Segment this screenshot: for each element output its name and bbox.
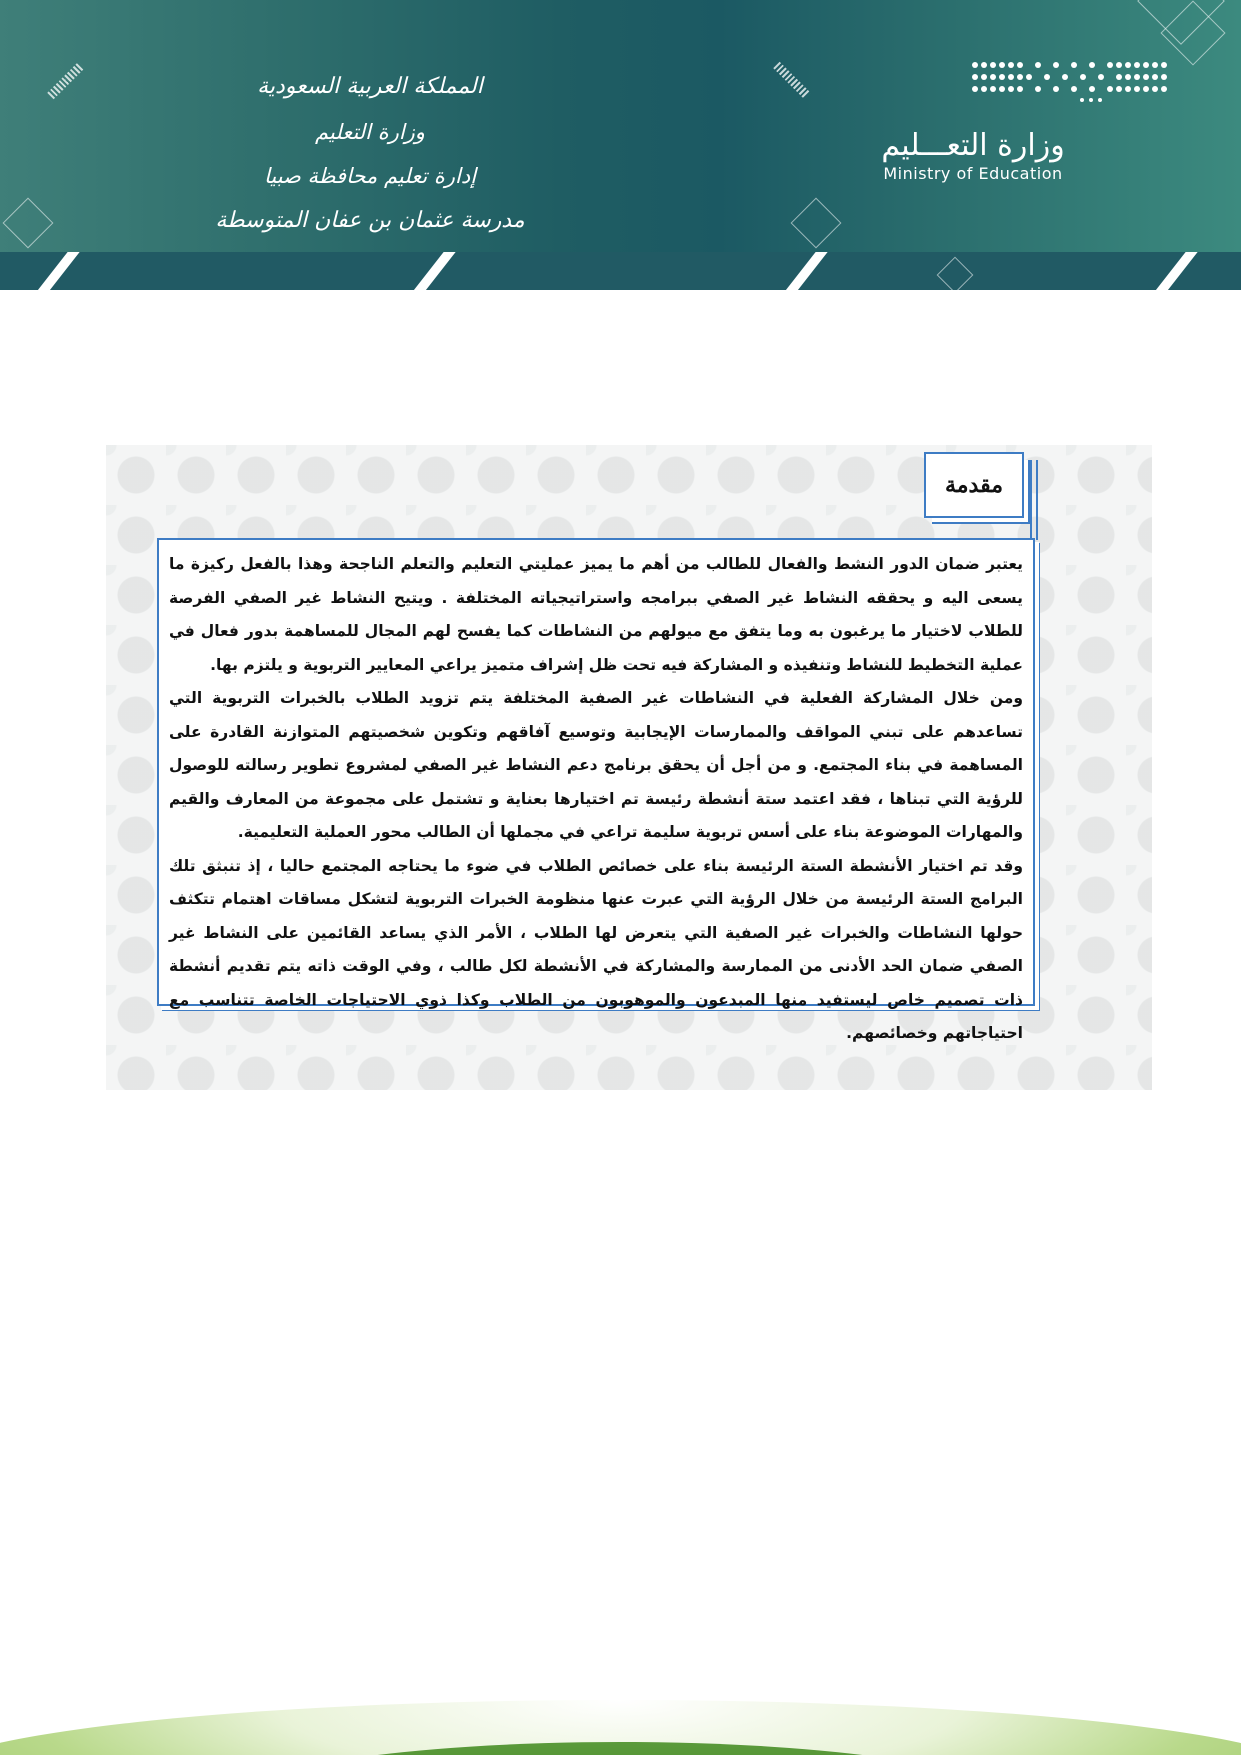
- logo-dot: [1053, 62, 1059, 68]
- logo-dot: [1107, 62, 1113, 68]
- logo-dot: [999, 86, 1005, 92]
- logo-dot: [981, 74, 987, 80]
- logo-dot: [1143, 62, 1149, 68]
- logo-dot: [1008, 86, 1014, 92]
- logo-dot: [1125, 74, 1131, 80]
- logo-dot: [999, 74, 1005, 80]
- logo-dot: [990, 86, 996, 92]
- logo-dot: [1098, 74, 1104, 80]
- logo-dot: [1161, 62, 1167, 68]
- logo-dot: [981, 86, 987, 92]
- title-connector: [1030, 460, 1038, 540]
- logo-dot: [1134, 62, 1140, 68]
- logo-dot: [1134, 74, 1140, 80]
- paragraph: ومن خلال المشاركة الفعلية في النشاطات غير الصفية المختلفة يتم تزويد الطلاب بالخبرات التربوية التي تساعدهم على تبني المواقف والممارسات الإيجابية وتوسيع آفاقهم وتكوين شخصيتهم المتوازنة القادرة على المساهمة في بناء المجتمع. و من أجل أن يحقق برنامج دعم النشاط غير الصفي لمشروع تطوير رسالته للوصول للرؤية التي تبناها ، فقد اعتمد ستة أنشطة رئيسة تم اختيارها بعناية و تشتمل على مجموعة من المعارف والقيم والمهارات الموضوعة بناء على أسس تربوية سليمة تراعي في مجملها أن الطالب محور العملية التعليمية.: [169, 689, 1023, 841]
- logo-dot: [1152, 62, 1158, 68]
- page-footer-wave: [0, 1700, 1241, 1755]
- logo-dot: [1044, 74, 1050, 80]
- section-title: مقدمة: [944, 472, 1004, 498]
- logo-dot: [1125, 62, 1131, 68]
- logo-dot: [1089, 62, 1095, 68]
- logo-dot: [1161, 86, 1167, 92]
- logo-dot: [1116, 74, 1122, 80]
- logo-dot: [1008, 62, 1014, 68]
- logo-dot: [1053, 86, 1059, 92]
- header-line-directorate: إدارة تعليم محافظة صبيا: [263, 164, 477, 188]
- page-header-banner: [0, 0, 1241, 290]
- logo-dot: [972, 74, 978, 80]
- logo-dot: [1107, 86, 1113, 92]
- logo-dot: [1071, 86, 1077, 92]
- logo-dot: [1143, 74, 1149, 80]
- logo-dot: [1089, 98, 1093, 102]
- logo-dot: [990, 62, 996, 68]
- logo-dot: [1161, 74, 1167, 80]
- logo-dot: [1143, 86, 1149, 92]
- logo-dot: [1035, 62, 1041, 68]
- logo-dot: [999, 62, 1005, 68]
- header-line-ministry: وزارة التعليم: [315, 120, 425, 144]
- paragraph: يعتبر ضمان الدور النشط والفعال للطالب من أهم ما يميز عمليتي التعليم والتعلم الناجحة وهذا بالفعل ركيزة ما يسعى اليه و يحققه النشاط غير الصفي ببرامجه واستراتيجياته المختلفة . ويتيح النشاط غير الصفي الفرصة للطلاب لاختيار ما يرغبون به وما يتفق مع ميولهم من النشاطات كما يفسح لهم المجال للمساهمة بدور فعال في عملية التخطيط للنشاط وتنفيذه و المشاركة فيه تحت ظل إشراف متميز يراعي المعايير التربوية و يلتزم بها.: [169, 555, 1023, 674]
- logo-dot: [1152, 74, 1158, 80]
- logo-dot: [1017, 74, 1023, 80]
- logo-dot: [981, 62, 987, 68]
- section-text-box: [157, 538, 1035, 1042]
- logo-dot: [1035, 86, 1041, 92]
- logo-dot: [1026, 74, 1032, 80]
- logo-dot: [972, 86, 978, 92]
- logo-dot: [990, 74, 996, 80]
- logo-dot: [1062, 74, 1068, 80]
- ministry-dots-logo-icon: [972, 62, 1172, 110]
- header-stripe: [0, 252, 1241, 290]
- logo-dot: [1098, 98, 1102, 102]
- logo-dot: [1071, 62, 1077, 68]
- header-line-school: مدرسة عثمان بن عفان المتوسطة: [215, 208, 525, 233]
- logo-dot: [1017, 86, 1023, 92]
- ministry-name-english: Ministry of Education: [883, 164, 1063, 183]
- logo-dot: [972, 62, 978, 68]
- logo-dot: [1125, 86, 1131, 92]
- logo-dot: [1080, 74, 1086, 80]
- header-line-kingdom: المملكة العربية السعودية: [257, 74, 483, 99]
- logo-dot: [1134, 86, 1140, 92]
- logo-dot: [1089, 86, 1095, 92]
- logo-dot: [1017, 62, 1023, 68]
- logo-dot: [1116, 86, 1122, 92]
- section-title-box: [924, 452, 1024, 518]
- ministry-name-arabic: وزارة التعـــليم: [881, 128, 1065, 163]
- paragraph: وقد تم اختيار الأنشطة الستة الرئيسة بناء على خصائص الطلاب في ضوء ما يحتاجه المجتمع حاليا ، إذ تنبثق تلك البرامج الستة الرئيسة من خلال الرؤية التي عبرت عنها منظومة الخبرات التربوية لتشكل مساقات اهتمام تتكثف حولها النشاطات والخبرات غير الصفية التي يتعرض لها الطلاب ، الأمر الذي يساعد القائمين على النشاط غير الصفي ضمان الحد الأدنى من الممارسة والمشاركة في الأنشطة لكل طالب ، وفي الوقت ذاته يتم تقديم أنشطة ذات تصميم خاص ليستفيد منها المبدعون والموهوبون من الطلاب وكذا ذوي الاحتياجات الخاصة تتناسب مع احتياجاتهم وخصائصهم.: [169, 856, 1023, 1042]
- logo-dot: [1116, 62, 1122, 68]
- logo-dot: [1080, 98, 1084, 102]
- logo-dot: [1152, 86, 1158, 92]
- logo-dot: [1008, 74, 1014, 80]
